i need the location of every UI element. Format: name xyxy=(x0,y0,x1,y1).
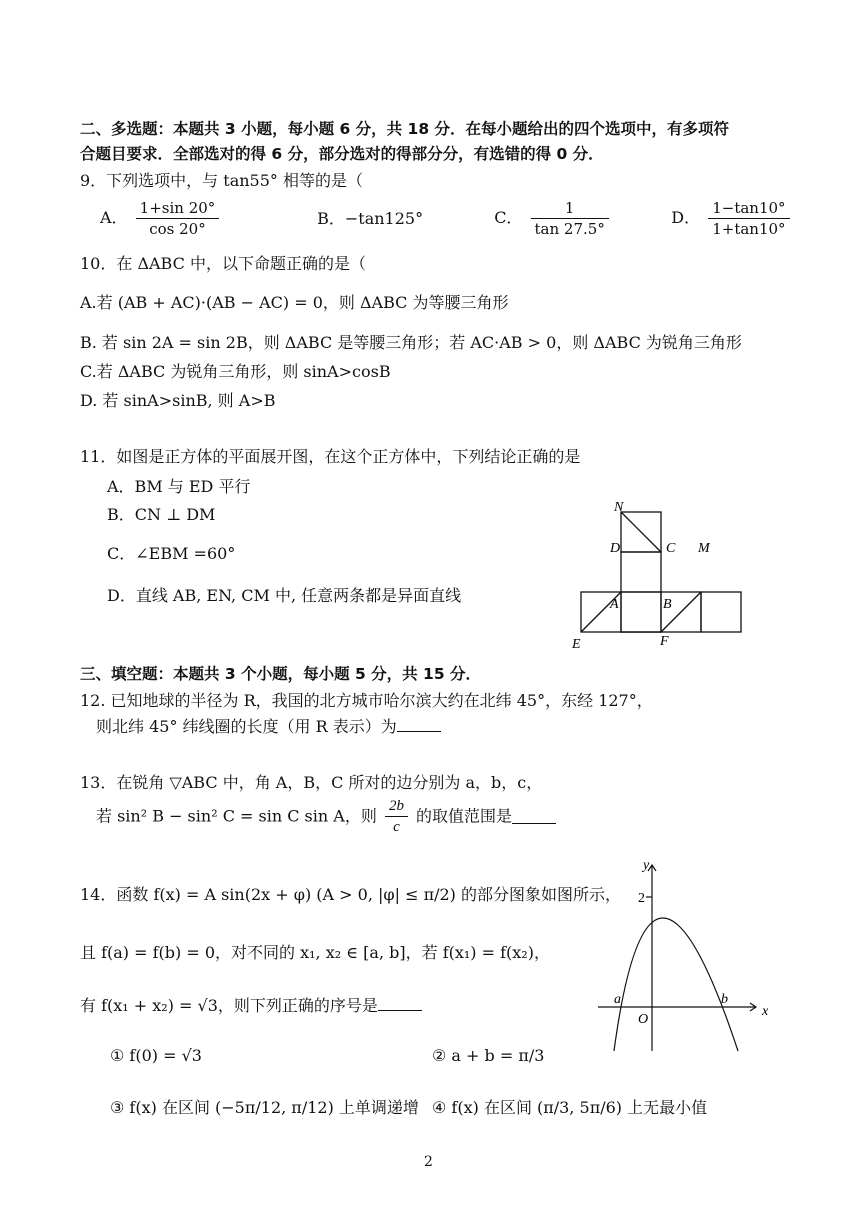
label-C: C xyxy=(666,541,676,556)
label-M: M xyxy=(698,541,710,556)
q13-line1: 13．在锐角 ▽ABC 中，角 A，B，C 所对的边分别为 a，b，c， xyxy=(80,773,543,792)
q13-line2: 若 sin² B − sin² C = sin C sin A，则 $\frac{2b}{c}$ 的取值范围是 xyxy=(96,796,556,842)
q9-option-d: D． $\frac{1-\tan 10^\circ}{1+\tan 10^\circ}$ xyxy=(671,198,792,239)
q14-option-4: ④ f(x) 在区间 (π/3, 5π/6) 上无最小值 xyxy=(432,1098,708,1117)
q14-line2: 且 f(a) = f(b) = 0，对不同的 x₁, x₂ ∈ [a, b]，若 f(x₁) = f(x₂)， xyxy=(80,943,550,962)
label-N: N xyxy=(614,500,624,515)
q9-c-fraction: $\frac{1}{\tan 27.5^\circ}$ xyxy=(531,198,609,239)
q11-option-c: C．∠EBM =60° xyxy=(107,544,236,563)
q9-a-fraction: $\frac{1+\sin 20^\circ}{\cos 20^\circ}$ xyxy=(136,198,220,239)
graph-label-b: b xyxy=(721,992,728,1007)
section2-title: 二、多选题：本题共 3 小题，每小题 6 分，共 18 分．在每小题给出的四个选项中，有多项符 xyxy=(80,120,730,138)
label-B: B xyxy=(663,597,672,612)
diag-n xyxy=(621,512,661,552)
q10-option-d: D. 若 sinA>sinB, 则 A>B xyxy=(80,391,276,410)
q10-option-c: C.若 ΔABC 为锐角三角形，则 sinA>cosB xyxy=(80,362,391,381)
q9-option-a: A． $\frac{1+\sin 20^\circ}{\cos 20^\circ}$ xyxy=(100,198,312,239)
q14-line1: 14．函数 f(x) = A sin(2x + φ) (A > 0, |φ| ≤ π/2) 的部分图象如图所示， xyxy=(80,885,621,904)
graph-label-O: O xyxy=(638,1012,649,1027)
q12-line1: 12. 已知地球的半径为 R，我国的北方城市哈尔滨大约在北纬 45°，东经 127°， xyxy=(80,691,653,710)
graph-label-x: x xyxy=(762,1004,769,1019)
page-number: 2 xyxy=(424,1154,433,1170)
q14-option-2: ② a + b = π/3 xyxy=(432,1046,545,1065)
cube-net-figure xyxy=(570,500,760,650)
q14-answer-blank xyxy=(378,996,422,1011)
label-E: E xyxy=(572,637,581,650)
section3-title: 三、填空题：本题共 3 个小题，每小题 5 分，共 15 分． xyxy=(80,665,482,683)
q11-option-a: A．BM 与 ED 平行 xyxy=(107,477,251,496)
q12-line2: 则北纬 45° 纬线圈的长度（用 R 表示）为 xyxy=(96,716,441,738)
label-D: D xyxy=(610,541,621,556)
net-square-far-right xyxy=(701,592,741,632)
q14-option-3: ③ f(x) 在区间 (−5π/12, π/12) 上单调递增 xyxy=(110,1098,419,1117)
q9-d-fraction: $\frac{1-\tan 10^\circ}{1+\tan 10^\circ}$ xyxy=(708,198,789,239)
label-F: F xyxy=(660,634,669,649)
sine-graph-figure xyxy=(590,855,770,1055)
q10-stem: 10．在 ΔABC 中，以下命题正确的是（ xyxy=(80,254,366,273)
q11-stem: 11．如图是正方体的平面展开图，在这个正方体中，下列结论正确的是 xyxy=(80,447,581,466)
q11-option-b: B．CN ⊥ DM xyxy=(107,505,216,524)
label-A: A xyxy=(610,597,619,612)
q14-line3: 有 f(x₁ + x₂) = √3，则下列正确的序号是 xyxy=(80,995,422,1017)
graph-label-a: a xyxy=(614,992,621,1007)
q9-options xyxy=(100,198,793,244)
q10-option-b: B. 若 sin 2A = sin 2B，则 ΔABC 是等腰三角形；若 AC·AB > 0，则 ΔABC 为锐角三角形 xyxy=(80,333,742,352)
q9-option-b: B．−tan125° xyxy=(317,208,424,228)
graph-label-2: 2 xyxy=(638,891,645,906)
section2-title-cont: 合题目要求．全部选对的得 6 分，部分选对的得部分分，有选错的得 0 分． xyxy=(80,145,604,163)
graph-label-y: y xyxy=(643,858,650,873)
q9-stem: 9．下列选项中，与 tan55° 相等的是（ xyxy=(80,171,363,190)
q13-fraction: $\frac{2b}{c}$ xyxy=(385,796,408,837)
q11-option-d: D．直线 AB, EN, CM 中, 任意两条都是异面直线 xyxy=(107,586,462,605)
q10-option-a: A.若 (AB + AC)·(AB − AC) = 0，则 ΔABC 为等腰三角形 xyxy=(80,293,509,312)
q13-answer-blank xyxy=(512,809,556,824)
net-square-center xyxy=(621,592,661,632)
q14-option-1: ① f(0) = √3 xyxy=(110,1046,202,1065)
q9-option-c: C． $\frac{1}{\tan 27.5^\circ}$ xyxy=(494,198,666,239)
q12-answer-blank xyxy=(397,717,441,732)
net-square-top2 xyxy=(621,552,661,592)
sine-curve xyxy=(614,918,738,1051)
